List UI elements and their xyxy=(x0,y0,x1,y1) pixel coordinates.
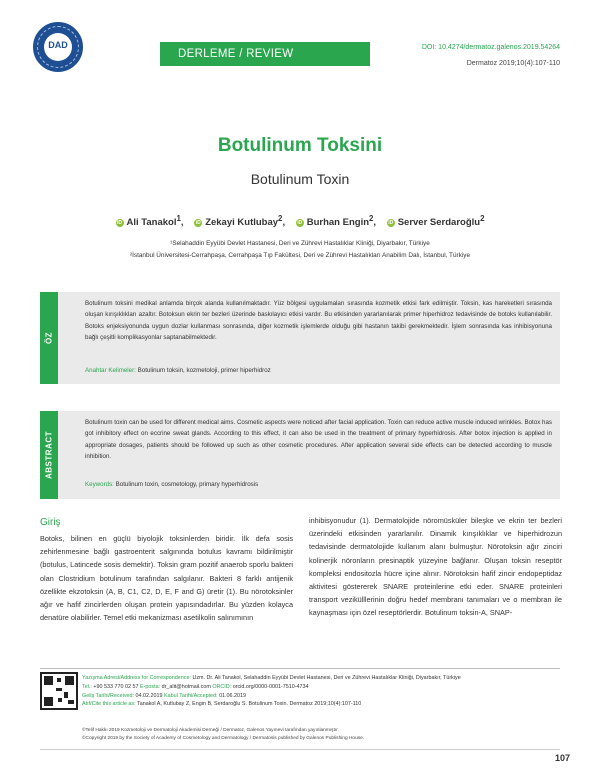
orcid-icon[interactable]: iD xyxy=(195,220,201,227)
orcid-link[interactable]: orcid.org/0000-0001-7510-4734 xyxy=(232,683,309,690)
body-column-left: Botoks, bilinen en güçlü biyolojik toksinlerden biridir. İlk defa sosis zehirlenmesine bağlı gastroenterit salgınında botulus kavramı bildirilmiştir (botulus, Latincede sosis demektir). Toksin gram pozitif anaerob sporlu bakteri olan Clostridium botulinum tarafından salgılanır. Bakteri 8 farklı antijenik özellikte ekzotoksin (A, B, C1, C2, D, E, F and G) üretir (1). Bu nörotoksinler ağır ve hafif zincirlerden oluşan protein yapısındadırlar. Bu yüzden kolayca denatüre olabilirler. Temel etki mekanizması asetilkolin salınımının xyxy=(40,534,293,623)
oz-box xyxy=(40,292,560,384)
article-title: Botulinum Toksini xyxy=(217,135,383,156)
abstract-text: Botulinum toxin can be used for different medical aims. Cosmetic aspects were noticed after facial application. Toxin can reduce active muscle induced wrinkles. Botox has got inhibitory effect on eccrine sweat glands. According to this effect, it can also be used in the treatment of primary hyperhidrosis. After botox injection is applied in appropriate dosages, patients should be followed up such as other cosmetic procedures. After application several side effects can be detected according to muscle inhibition. xyxy=(85,419,552,461)
email-link[interactable]: dr_alit@hotmail.com xyxy=(161,683,211,690)
journal-logo xyxy=(33,22,83,72)
page-divider xyxy=(40,749,560,750)
correspondence: Yazışma Adresi/Address for Correspondence: Uzm. Dr. Ali Tanakol, Selahaddin Eyyübi Devlet Hastanesi, Deri ve Zührevi Hastalıklar Kliniği, Diyarbakır, Türkiye xyxy=(82,675,461,681)
oz-side-bar xyxy=(40,292,58,384)
logo-text: DAD xyxy=(48,40,68,50)
orcid-icon[interactable]: iD xyxy=(388,220,394,227)
article-type-banner: DERLEME / REVIEW xyxy=(160,42,370,66)
copyright: ©Telif Hakkı 2019 Kozmetoloji ve Dermatoloji Akademisi Derneği / Dermatoz, Galenos Yayınevi tarafından yayınlanmıştır. ©Copyright 2019 by the Society of Academy of Cosmetology and Dermatology / Dermatosis published by Galenos Publishing House. xyxy=(82,728,365,741)
abstract-side-bar xyxy=(40,411,58,499)
author[interactable]: iD Server Serdaroğlu$^2$ xyxy=(388,214,485,229)
qr-code[interactable] xyxy=(40,672,78,710)
abstract-box xyxy=(40,411,560,499)
orcid-icon[interactable]: iD xyxy=(117,220,123,227)
cite-as: Atıf/Cite this article as: Tanakol A, Kutlubay Z, Engin B, Serdaroğlu S. Botulinum Toxin. Dermatoz 2019;10(4):107-110 xyxy=(82,701,362,708)
oz-text: Botulinum toksini medikal anlamda birçok alanda kullanılmaktadır. Yüz bölgesi uygulamaları sırasında kozmetik etkisi fark edilmiştir. Toksin, kas hareketleri sırasında oluşan kırışıklıkları azaltır. Botoksun ekrin ter bezleri üzerinde baskılayıcı etkisi vardır. Bu etkisinden yararlanılarak primer hiperhidroz tedavisinde de botoks kullanılabilir. Botoks enjeksiyonunda uygun dozlar kullanması sonrasında, diğer kozmetik işlemlerde olduğu gibi hastanın takibi gerekmektedir. İşlem sonrasında kas inhibisyonuna bağlı çeşitli komplikasyonlar saptanabilmektedir. xyxy=(85,300,552,342)
author[interactable]: iD Ali Tanakol$^1$, xyxy=(117,214,184,229)
oz-keywords-value: Botulinum toksin, kozmetoloji, primer hiperhidroz xyxy=(137,367,271,374)
body-column-right: inhibisyonudur (1). Dermatolojide nöromüsküler bileşke ve ekrin ter bezleri üzerindeki etkisinden yararlanılır. Dinamik kırışıklıklar ve hiperhidrozun tedavisinde dermatolojide kullanım alanı bulmuştur. Nörotoksin ağır zinciri kolinerjik nöronların presinaptik yüzeyine bağlanır. Oluşan toksin reseptör kompleksi endositozla hücre içine alınır. Nörotoksin hafif zincir endopeptidaz aktivitesi göstererek SNARE proteinlerine etki eder. SNARE proteinleri transport vezikülllerinin doğru hedef membranı tanımaları ve o membran ile kaynaşması için özel reseptörlerdir. Botulinum toksin-A, SNAP- xyxy=(309,516,562,618)
affiliations xyxy=(0,238,600,262)
footer-divider xyxy=(40,668,560,669)
oz-keywords xyxy=(85,367,552,374)
journal-citation: Dermatoz 2019;10(4):107-110 xyxy=(466,60,560,67)
oz-side-label: ÖZ xyxy=(44,331,54,345)
affiliation: ²İstanbul Üniversitesi-Cerrahpaşa, Cerrahpaşa Tıp Fakültesi, Deri ve Zührevi Hastalıkları Anabilim Dalı, İstanbul, Türkiye xyxy=(129,252,471,259)
abstract-keywords xyxy=(85,481,552,488)
author[interactable]: iD Burhan Engin$^2$, xyxy=(297,214,377,229)
author-list xyxy=(0,214,600,228)
orcid-icon[interactable]: iD xyxy=(297,220,303,227)
section-heading: Giriş xyxy=(40,517,61,528)
article-subtitle: Botulinum Toxin xyxy=(250,171,350,187)
page-number: 107 xyxy=(554,753,570,763)
oz-keywords-label: Anahtar Kelimeler: xyxy=(85,367,136,374)
doi-link[interactable]: DOI: 10.4274/dermatoz.galenos.2019.54264 xyxy=(421,44,560,51)
affiliation: ¹Selahaddin Eyyübi Devlet Hastanesi, Deri ve Zührevi Hastalıklar Kliniği, Diyarbakır, Türkiye xyxy=(170,240,430,247)
abstract-keywords-value: Botulinum toxin, cosmetology, primary hyperhidrosis xyxy=(115,481,259,488)
footer-info xyxy=(82,674,560,709)
abstract-keywords-label: Keywords: xyxy=(85,481,114,488)
dates: Geliş Tarihi/Received: 04.02.2019 Kabul Tarihi/Accepted: 01.06.2019 xyxy=(82,692,247,699)
author[interactable]: iD Zekayi Kutlubay$^2$, xyxy=(195,214,286,229)
contact: Tel.: +90 533 770 02 57 E-posta: dr_alit@hotmail.com ORCID: orcid.org/0000-0001-7510-4734 xyxy=(82,683,309,690)
abstract-side-label: ABSTRACT xyxy=(44,431,54,479)
